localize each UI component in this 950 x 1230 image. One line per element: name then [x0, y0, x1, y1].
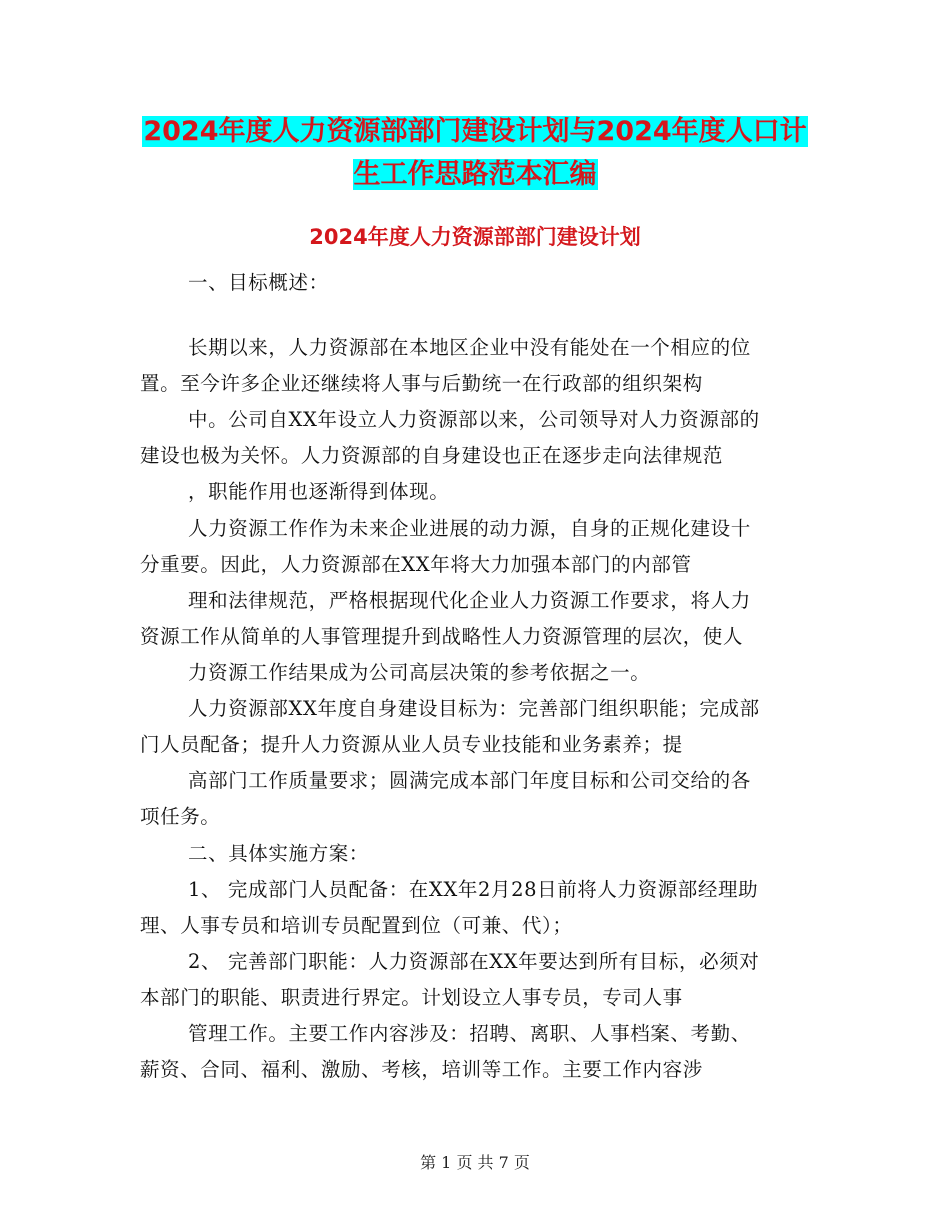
body-line: 项任务。 [140, 805, 221, 828]
body-line: 管理工作。主要工作内容涉及：招聘、离职、人事档案、考勤、 [188, 1022, 751, 1045]
main-title-line-2-text: 生工作思路范本汇编 [353, 159, 597, 190]
body-line: 理和法律规范，严格根据现代化企业人力资源工作要求，将人力 [188, 589, 751, 612]
body-line: ，职能作用也逐渐得到体现。 [188, 480, 450, 503]
body-line: 理、人事专员和培训专员配置到位（可兼、代）； [140, 914, 573, 937]
body-line: 门人员配备；提升人力资源从业人员专业技能和业务素养；提 [140, 733, 683, 756]
main-title-line-1-text: 2024年度人力资源部部门建设计划与2024年度人口计 [143, 116, 807, 147]
main-title-line-2 [0, 155, 950, 195]
body-line: 资源工作从简单的人事管理提升到战略性人力资源管理的层次，使人 [140, 625, 744, 648]
body-line: 建设也极为关怀。人力资源部的自身建设也正在逐步走向法律规范 [140, 444, 723, 467]
main-title-line-1 [0, 112, 950, 152]
body-line: 长期以来，人力资源部在本地区企业中没有能处在一个相应的位 [188, 336, 751, 359]
body-line: 人力资源部XX年度自身建设目标为：完善部门组织职能；完成部 [188, 697, 760, 720]
body-line: 薪资、合同、福利、激励、考核，培训等工作。主要工作内容涉 [140, 1058, 703, 1081]
body-line: 高部门工作质量要求；圆满完成本部门年度目标和公司交给的各 [188, 769, 751, 792]
body-line: 一、目标概述： [188, 271, 329, 294]
section-title: 2024年度人力资源部部门建设计划 [309, 225, 641, 249]
body-line: 1、 完成部门人员配备：在XX年2月28日前将人力资源部经理助 [188, 878, 759, 901]
body-line: 分重要。因此，人力资源部在XX年将大力加强本部门的内部管 [140, 553, 692, 576]
page-footer: 第 1 页 共 7 页 [420, 1153, 530, 1172]
body-line: 本部门的职能、职责进行界定。计划设立人事专员，专司人事 [140, 986, 683, 1009]
body-line: 2、 完善部门职能：人力资源部在XX年要达到所有目标，必须对 [188, 950, 760, 973]
body-line: 人力资源工作作为未来企业进展的动力源，自身的正规化建设十 [188, 517, 751, 540]
body-line: 二、具体实施方案： [188, 842, 369, 865]
body-line: 中。公司自XX年设立人力资源部以来，公司领导对人力资源部的 [188, 408, 760, 431]
body-line: 置。至今许多企业还继续将人事与后勤统一在行政部的组织架构 [140, 372, 703, 395]
body-line: 力资源工作结果成为公司高层决策的参考依据之一。 [188, 661, 651, 684]
